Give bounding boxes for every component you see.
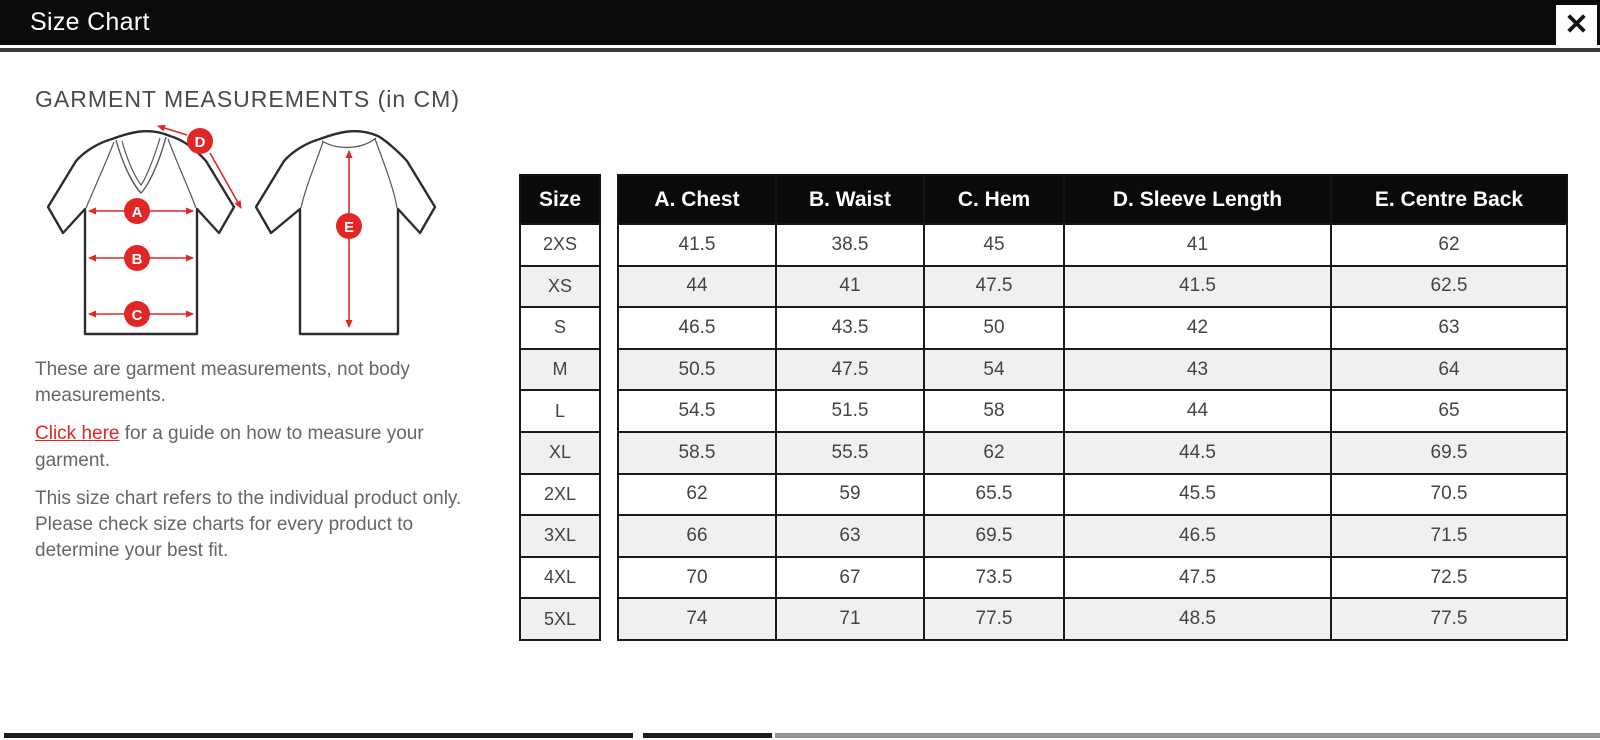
table-cell: 43.5	[776, 307, 924, 349]
table-row	[618, 515, 1567, 557]
table-cell: 73.5	[924, 557, 1064, 599]
table-cell: 38.5	[776, 224, 924, 266]
table-row	[618, 474, 1567, 516]
table-row	[520, 557, 600, 599]
table-row	[618, 266, 1567, 308]
column-header-sleeve-length: D. Sleeve Length	[1064, 175, 1331, 224]
table-row	[520, 224, 600, 266]
table-cell: 44	[618, 266, 776, 308]
table-cell: 54	[924, 349, 1064, 391]
table-cell: 43	[1064, 349, 1331, 391]
table-cell: 65.5	[924, 474, 1064, 516]
table-cell: 74	[618, 598, 776, 640]
table-row	[520, 515, 600, 557]
column-header-waist: B. Waist	[776, 175, 924, 224]
table-cell: 50	[924, 307, 1064, 349]
left-column	[35, 86, 487, 577]
table-cell: 41.5	[618, 224, 776, 266]
close-button[interactable]	[1556, 5, 1597, 46]
size-cell: L	[520, 390, 600, 432]
table-cell: 48.5	[1064, 598, 1331, 640]
size-chart-table	[519, 174, 1568, 641]
note-garment-vs-body: These are garment measurements, not body measurements.	[35, 359, 410, 407]
table-cell: 62	[1331, 224, 1567, 266]
column-header-centre-back: E. Centre Back	[1331, 175, 1567, 224]
table-cell: 51.5	[776, 390, 924, 432]
table-cell: 64	[1331, 349, 1567, 391]
table-cell: 44.5	[1064, 432, 1331, 474]
column-header-chest: A. Chest	[618, 175, 776, 224]
garment-measurements-heading: GARMENT MEASUREMENTS (in CM)	[35, 86, 460, 112]
table-row	[520, 474, 600, 516]
measure-guide-text: for a guide on how to measure your garment.	[35, 423, 424, 471]
front-shirt-illustration	[48, 126, 241, 334]
table-cell: 69.5	[924, 515, 1064, 557]
table-cell: 41	[1064, 224, 1331, 266]
table-cell: 41.5	[1064, 266, 1331, 308]
marker-b-label: B	[131, 251, 143, 268]
size-cell: XL	[520, 432, 600, 474]
measurement-notes	[35, 357, 487, 565]
table-cell: 47.5	[776, 349, 924, 391]
table-cell: 58.5	[618, 432, 776, 474]
size-cell: XS	[520, 266, 600, 308]
column-header-size: Size	[520, 175, 600, 224]
table-cell: 62	[924, 432, 1064, 474]
table-header-row	[618, 175, 1567, 224]
table-cell: 69.5	[1331, 432, 1567, 474]
table-row	[520, 598, 600, 640]
table-cell: 47.5	[924, 266, 1064, 308]
measurements-table	[617, 174, 1568, 641]
tshirt-measurement-diagram	[35, 121, 455, 343]
table-row	[618, 349, 1567, 391]
note-measure-guide	[35, 421, 487, 473]
size-cell: 3XL	[520, 515, 600, 557]
marker-d-label: D	[194, 134, 206, 151]
table-cell: 66	[618, 515, 776, 557]
table-row	[520, 307, 600, 349]
table-cell: 70	[618, 557, 776, 599]
table-cell: 58	[924, 390, 1064, 432]
table-cell: 41	[776, 266, 924, 308]
table-cell: 50.5	[618, 349, 776, 391]
close-icon: ✕	[1564, 9, 1589, 41]
table-cell: 55.5	[776, 432, 924, 474]
table-cell: 46.5	[1064, 515, 1331, 557]
table-cell: 77.5	[1331, 598, 1567, 640]
table-cell: 67	[776, 557, 924, 599]
size-cell: 5XL	[520, 598, 600, 640]
table-cell: 62.5	[1331, 266, 1567, 308]
table-row	[618, 390, 1567, 432]
table-cell: 42	[1064, 307, 1331, 349]
table-row	[520, 390, 600, 432]
header-divider	[0, 48, 1600, 52]
table-cell: 72.5	[1331, 557, 1567, 599]
modal-title: Size Chart	[30, 8, 150, 36]
table-cell: 45.5	[1064, 474, 1331, 516]
table-cell: 54.5	[618, 390, 776, 432]
table-cell: 65	[1331, 390, 1567, 432]
table-cell: 46.5	[618, 307, 776, 349]
table-cell: 45	[924, 224, 1064, 266]
modal-header-bar	[0, 0, 1600, 45]
size-column-table	[519, 174, 601, 641]
size-cell: 2XS	[520, 224, 600, 266]
table-cell: 71	[776, 598, 924, 640]
table-row	[618, 557, 1567, 599]
table-row	[618, 598, 1567, 640]
marker-c-label: C	[131, 307, 143, 324]
size-cell: M	[520, 349, 600, 391]
size-cell: 2XL	[520, 474, 600, 516]
table-row	[520, 432, 600, 474]
note-individual-product: This size chart refers to the individual product only. Please check size charts for every product to determine your best fit.	[35, 487, 462, 562]
below-content-edge-right	[775, 733, 1600, 738]
size-cell: S	[520, 307, 600, 349]
table-row	[618, 224, 1567, 266]
measure-guide-link[interactable]: Click here	[35, 423, 120, 445]
marker-a-label: A	[131, 204, 143, 221]
table-cell: 63	[1331, 307, 1567, 349]
table-cell: 63	[776, 515, 924, 557]
table-row	[520, 349, 600, 391]
table-cell: 77.5	[924, 598, 1064, 640]
table-row	[618, 432, 1567, 474]
below-content-edge-middle	[643, 733, 772, 738]
marker-e-label: E	[343, 219, 355, 236]
size-cell: 4XL	[520, 557, 600, 599]
below-content-edge-left	[4, 733, 633, 738]
table-row	[618, 307, 1567, 349]
column-header-hem: C. Hem	[924, 175, 1064, 224]
table-row	[520, 266, 600, 308]
table-cell: 71.5	[1331, 515, 1567, 557]
table-cell: 44	[1064, 390, 1331, 432]
table-cell: 62	[618, 474, 776, 516]
table-cell: 47.5	[1064, 557, 1331, 599]
table-cell: 59	[776, 474, 924, 516]
table-cell: 70.5	[1331, 474, 1567, 516]
back-shirt-illustration	[256, 131, 435, 334]
